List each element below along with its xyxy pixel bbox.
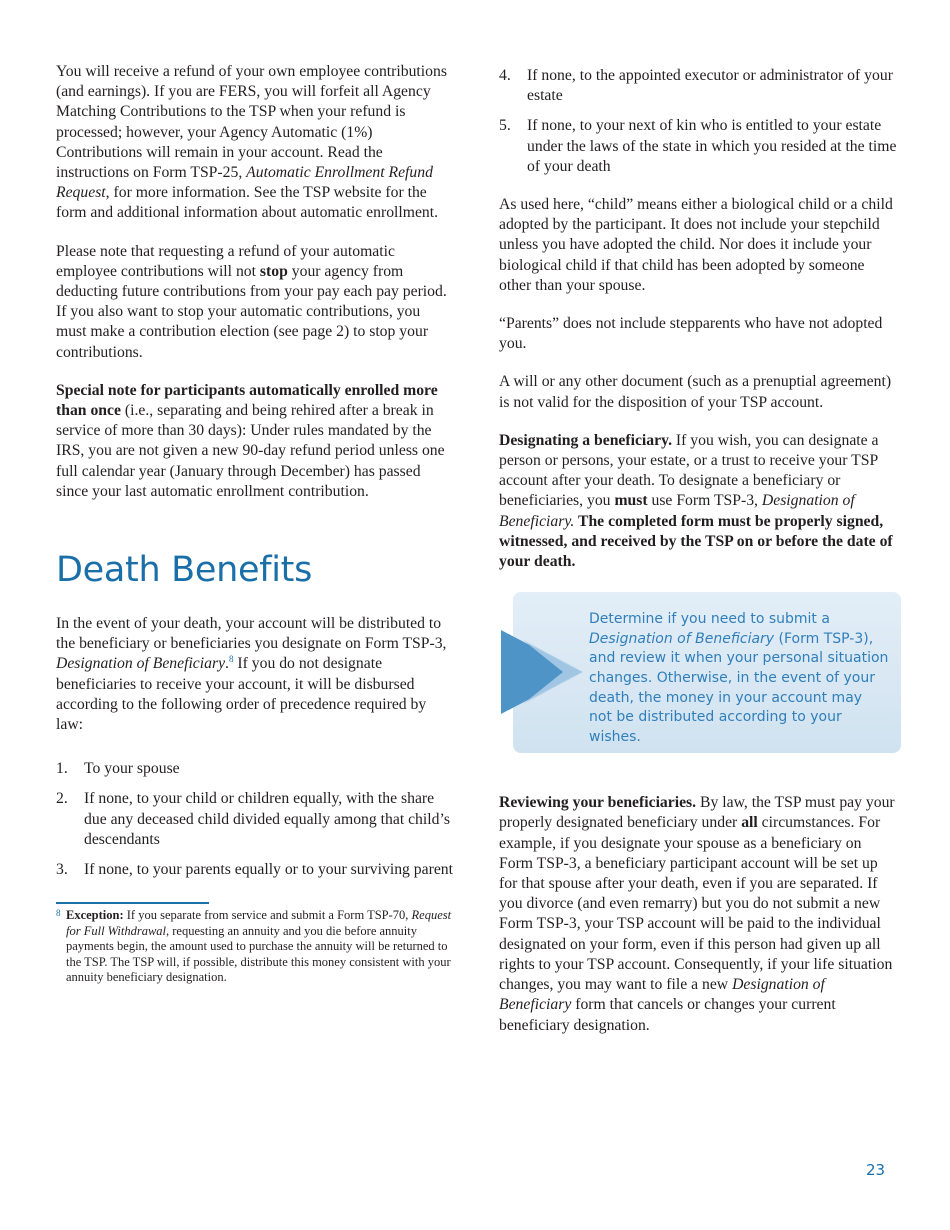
text-run: Special note for participants automatically enrolled more than once — [56, 381, 438, 420]
text-run: Designating a beneficiary. — [499, 431, 672, 449]
footnote-text — [66, 908, 451, 984]
text-run: In the event of your death, your account will be distributed to the beneficiary or beneficiaries you designate on Form TSP-3, — [56, 615, 447, 653]
text-run: your agency from deducting future contributions from your pay each pay period. If you also want to stop your automatic contributions, you must make a contribution election (see page 2) to stop your contributions. — [56, 262, 447, 361]
list-text: If none, to the appointed executor or administrator of your estate — [527, 67, 893, 105]
text-run: The completed form must be properly signed, witnessed, and received by the TSP on or before the date of your death. — [499, 512, 893, 571]
text-run: If you do not designate beneficiaries to receive your account, it will be disbursed according to the following order of precedence required by law: — [56, 655, 427, 734]
text-run: stop — [259, 262, 288, 280]
list-number: 2. — [56, 790, 68, 808]
text-run: use Form TSP-3, — [647, 492, 762, 510]
text-run: Determine if you need to submit a — [589, 611, 830, 628]
text-run: form that cancels or changes your current beneficiary designation. — [499, 996, 836, 1034]
list-text: To your spouse — [84, 760, 180, 778]
list-item — [56, 789, 454, 850]
list-number: 5. — [499, 117, 511, 135]
list-number: 4. — [499, 67, 511, 84]
text-run: Automatic Enrollment Refund Request, — [56, 164, 433, 202]
text-run: Designation of Beneficiary. — [499, 492, 855, 530]
text-run: for more information. See the TSP website for the form and additional information about automatic enrollment. — [56, 184, 439, 222]
page-number: 23 — [866, 1161, 886, 1179]
text-run: If you wish, you can designate a person or persons, your estate, or a trust to receive your TSP account after your death. To designate a beneficiary or beneficiaries, you — [499, 431, 879, 510]
precedence-list — [56, 759, 454, 880]
arrow-icon — [501, 630, 583, 714]
text-run: If you separate from service and submit a Form TSP-70, — [123, 908, 412, 923]
text-run: (i.e., separating and being rehired after a break in service of more than 30 days): Under rules mandated by the IRS, you are not given a new 90-day refund period unless one full calendar year (January through December) has passed since your last automatic enrollment contribution. — [56, 402, 445, 500]
refund-paragraph — [56, 62, 454, 224]
text-run: As used here, “child” means either a biological child or a child adopted by the participant. It does not include your stepchild unless you have adopted the child. Nor does it include your biological child if that child has been adopted by someone other than your spouse. — [499, 196, 893, 294]
text-run: circumstances. For example, if you designate your spouse as a beneficiary on Form TSP-3, a beneficiary participant account will be set up for that spouse after your death, even if you are separated. If you divorce (and even remarry) but you do not submit a new Form TSP-3, your TSP account will be paid to the individual designated on your form, even if this person had given up all rights to your TSP account. Consequently, if your life situation changes, you may want to file a new — [499, 814, 893, 994]
text-run: all — [741, 814, 758, 832]
callout-text — [589, 610, 889, 747]
stop-contributions-paragraph — [56, 242, 454, 363]
special-note-paragraph — [56, 381, 454, 502]
footnote-ref: 8 — [228, 654, 234, 665]
list-item — [56, 759, 454, 779]
text-run: Exception: — [66, 908, 124, 923]
text-run: You will receive a refund of your own employee contributions (and earnings). If you are FERS, you will forfeit all Agency Matching Contributions to the TSP when your refund is processed; however, your Agency Automatic (1%) Contributions will remain in your account. Read the instructions on Form TSP-25, — [56, 63, 447, 182]
text-run: must — [614, 492, 648, 510]
list-text: If none, to your next of kin who is entitled to your estate under the laws of the state in which you resided at the time of your death — [527, 117, 897, 175]
list-text: If none, to your parents equally or to your surviving parent — [84, 861, 454, 879]
designating-beneficiary-paragraph — [499, 431, 897, 572]
death-intro-paragraph — [56, 614, 454, 735]
text-run: Designation of Beneficiary — [589, 630, 775, 647]
text-run: By law, the TSP must pay your properly designated beneficiary under — [499, 794, 895, 832]
list-item — [499, 66, 897, 106]
footnote-marker: 8 — [56, 908, 61, 919]
left-column — [56, 62, 454, 985]
list-text: If none, to your child or children equally, with the share due any deceased child divided equally among that child’s descendants — [84, 790, 450, 848]
footnote-rule — [56, 902, 209, 904]
text-run: “Parents” does not include stepparents who have not adopted you. — [499, 315, 883, 353]
footnote — [56, 908, 454, 985]
list-number: 3. — [56, 861, 68, 879]
text-run: Designation of Beneficiary — [56, 655, 226, 673]
text-run: Request for Full Withdrawal — [66, 908, 452, 938]
text-run: Please note that requesting a refund of your automatic employee contributions will not — [56, 242, 395, 280]
list-item — [56, 860, 454, 880]
right-column — [499, 66, 897, 1036]
callout-box — [513, 592, 901, 753]
reviewing-beneficiaries-paragraph — [499, 793, 897, 1035]
text-run: A will or any other document (such as a prenuptial agreement) is not valid for the disposition of your TSP account. — [499, 373, 892, 411]
section-heading: Death Benefits — [56, 550, 313, 591]
child-definition-paragraph — [499, 195, 897, 296]
text-run: , requesting an annuity and you die before annuity payments begin, the amount used to purchase the annuity will be returned to the TSP. The TSP will, if possible, distribute this money consistent with your annuity beneficiary designation. — [66, 923, 451, 984]
precedence-list-continued — [499, 66, 897, 177]
text-run: . — [225, 655, 229, 673]
text-run: Designation of Beneficiary — [499, 976, 825, 1014]
will-paragraph — [499, 372, 897, 412]
parents-definition-paragraph — [499, 314, 897, 354]
text-run: (Form TSP-3), and review it when your personal situation changes. Otherwise, in the event of your death, the money in your account may not be distributed according to your wishes. — [589, 630, 889, 745]
list-number: 1. — [56, 760, 68, 778]
list-item — [499, 116, 897, 177]
text-run: Reviewing your beneficiaries. — [499, 794, 697, 812]
